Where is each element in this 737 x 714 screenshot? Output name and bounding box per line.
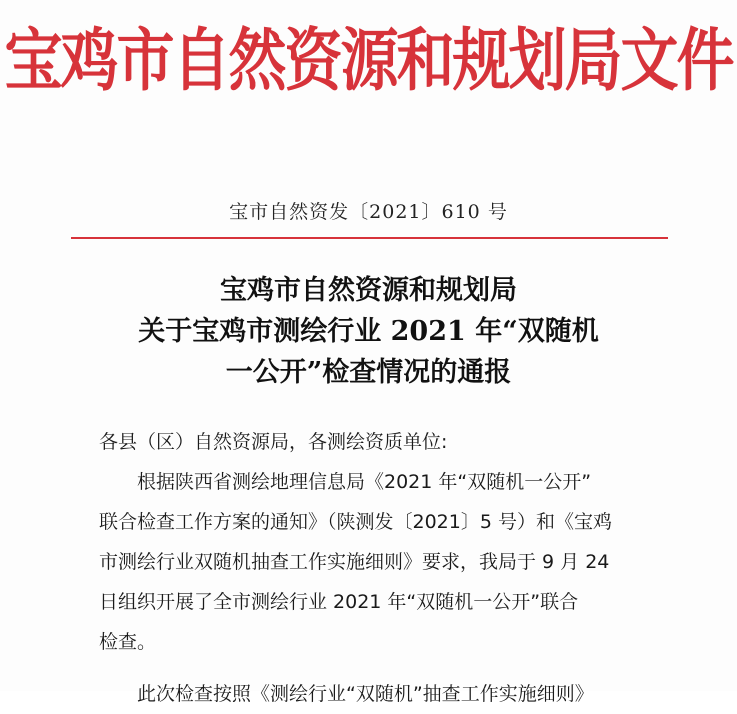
document-number: 宝市自然资发〔2021〕610 号	[229, 201, 508, 223]
red-divider	[71, 237, 668, 239]
paragraph-1-line-1: 根据陕西省测绘地理信息局《2021 年“双随机一公开”	[137, 471, 592, 493]
paragraph-1-line-2: 联合检查工作方案的通知》（陕测发〔2021〕5 号）和《宝鸡	[99, 511, 612, 533]
salutation: 各县（区）自然资源局，各测绘资质单位:	[99, 431, 448, 453]
paragraph-1-line-4: 日组织开展了全市测绘行业 2021 年“双随机一公开”联合	[99, 591, 579, 613]
document-body	[99, 422, 659, 714]
paragraph-2-line-1: 此次检查按照《测绘行业“双随机”抽查工作实施细则》	[137, 683, 594, 705]
title-line-1: 宝鸡市自然资源和规划局	[220, 275, 517, 306]
document-title	[0, 270, 737, 393]
title-line-2: 关于宝鸡市测绘行业 2021 年“双随机	[138, 316, 599, 347]
issuer-masthead: 宝鸡市自然资源和规划局文件	[4, 20, 733, 101]
paragraph-1-line-5: 检查。	[99, 631, 157, 653]
paragraph-1-line-3: 市测绘行业双随机抽查工作实施细则》要求，我局于 9 月 24	[99, 551, 610, 573]
title-line-3: 一公开”检查情况的通报	[225, 357, 512, 388]
